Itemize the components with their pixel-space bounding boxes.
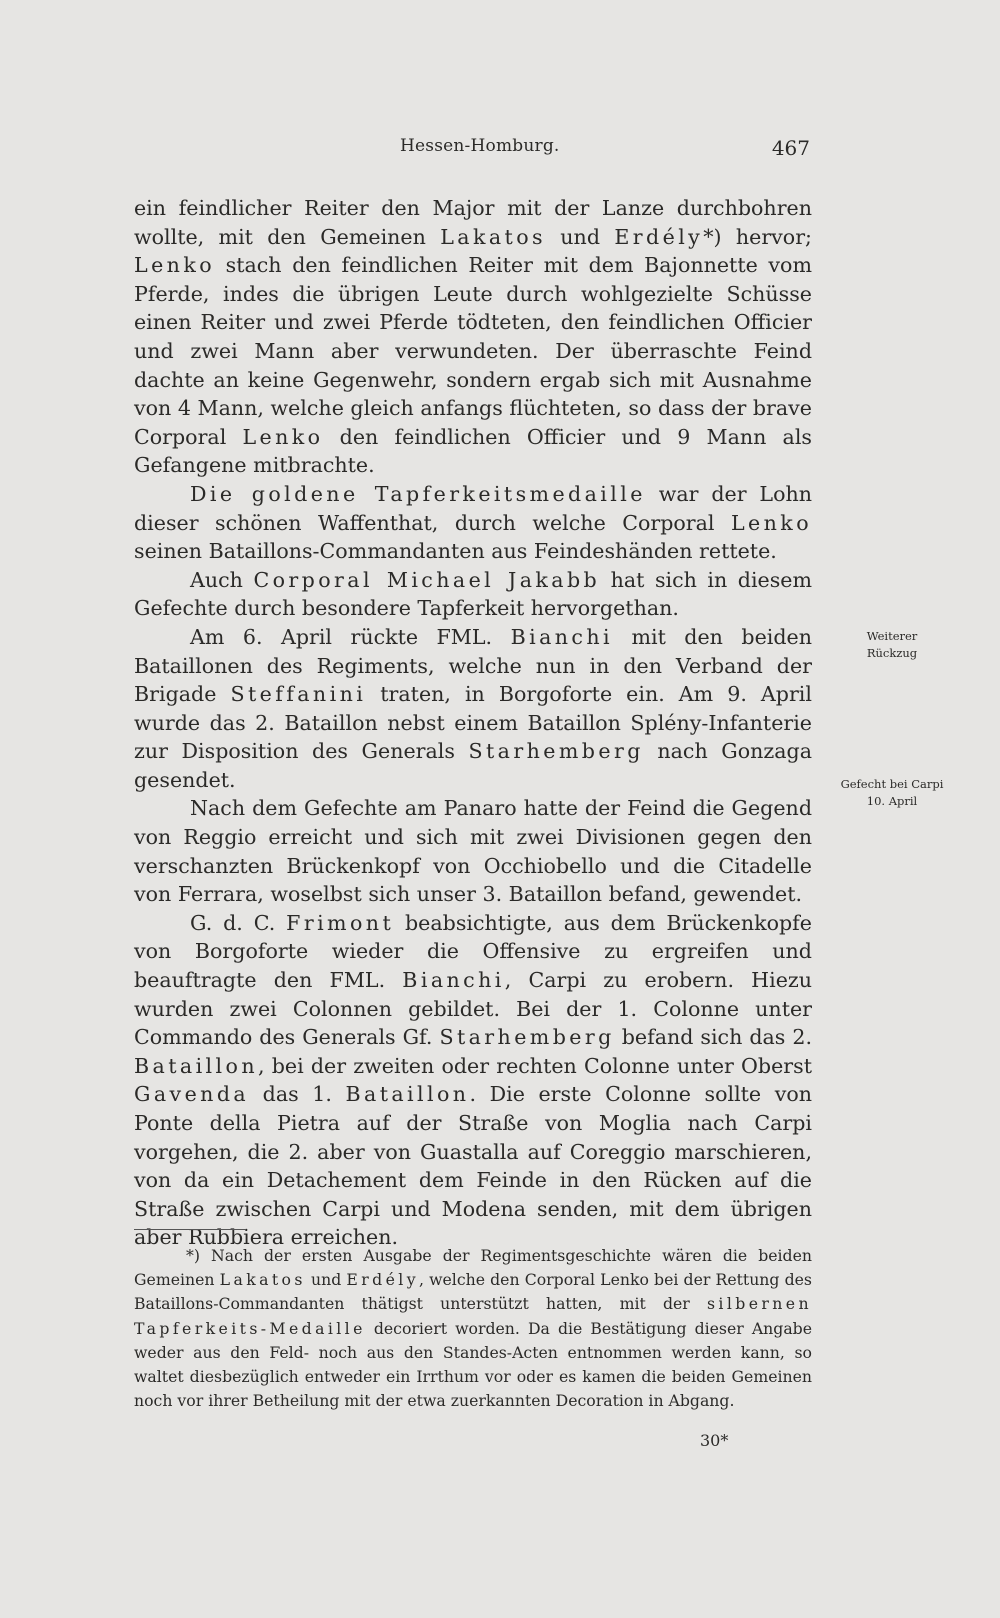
spaced-name: Gavenda (134, 1082, 250, 1107)
spaced-name: Die goldene Tapferkeitsmedaille (190, 481, 646, 506)
footnote-divider (134, 1229, 246, 1230)
margin-note-weiterer-rueckzug (838, 628, 946, 662)
spaced-name: Lakatos (440, 224, 546, 249)
spaced-name: Lenko (242, 424, 324, 449)
spaced-name: Bataillon (345, 1082, 470, 1107)
spaced-name: Bianchi (510, 624, 614, 649)
spaced-name: Bianchi (402, 968, 505, 993)
page-header (134, 136, 810, 160)
paragraph: ein feindlicher Reiter den Major mit der Lanze durchbohren wollte, mit den Gemeinen Lakatos und Erdély*) hervor; Lenko stach den feindlichen Reiter mit dem Bajonnette vom Pferde, indes die übrigen Leute durch wohlgezielte Schüsse einen Reiter und zwei Pferde tödteten, den feindlichen Officier und zwei Mann aber verwundeten. Der überraschte Feind dachte an keine Gegenwehr, sondern ergab sich mit Ausnahme von 4 Mann, welche gleich anfangs flüchteten, so dass der brave Corporal Lenko den feindlichen Officier und 9 Mann als Gefangene mitbrachte. (134, 196, 812, 478)
footnote (134, 1244, 812, 1413)
spaced-name: silbernen Tapferkeits-Medaille (134, 1294, 812, 1338)
spaced-name: Bataillon (134, 1053, 258, 1078)
margin-note-line: Rückzug (866, 646, 918, 660)
spaced-name: Steffanini (230, 682, 367, 707)
footnote-text: *) Nach der ersten Ausgabe der Regimentsgeschichte wären die beiden Gemeinen Lakatos und Erdély, welche den Corporal Lenko bei der Rettung des Bataillons-Commandanten thätigst unterstützt hatten, mit der silbernen Tapferkeits-Medaille decoriert worden. Da die Bestätigung dieser Angabe weder aus den Feld- noch aus den Standes-Acten entnommen werden kann, so waltet diesbezüglich entweder ein Irrthum vor oder es kamen die beiden Gemeinen noch vor ihrer Betheilung mit der etwa zuerkannten Decoration in Abgang. (134, 1246, 812, 1411)
running-title: Hessen-Homburg. (400, 136, 560, 156)
page-number: 467 (771, 136, 810, 160)
spaced-name: Starhemberg (468, 739, 644, 764)
margin-note-line: Gefecht bei Carpi (840, 777, 944, 791)
paragraph: Die goldene Tapferkeitsmedaille war der Lohn dieser schönen Waffenthat, durch welche Corporal Lenko seinen Bataillons-Commandanten aus Feindeshänden rettete. (134, 481, 812, 564)
paragraph: Auch Corporal Michael Jakabb hat sich in diesem Gefechte durch besondere Tapferkeit hervorgethan. (134, 567, 812, 621)
spaced-name: Lenko (134, 253, 216, 278)
margin-note-gefecht-carpi (838, 776, 946, 810)
spaced-name: Corporal Michael Jakabb (253, 567, 601, 592)
margin-note-line: Weiterer (866, 629, 918, 643)
paragraph: Nach dem Gefechte am Panaro hatte der Feind die Gegend von Reggio erreicht und sich mit zwei Divisionen gegen den verschanzten Brückenkopf von Occhiobello und die Citadelle von Ferrara, woselbst sich unser 3. Bataillon befand, gewendet. (134, 796, 812, 907)
spaced-name: Frimont (286, 910, 395, 935)
spaced-name: Lakatos (219, 1270, 306, 1290)
margin-note-line: 10. April (866, 794, 918, 808)
spaced-name: Starhemberg (439, 1025, 615, 1050)
spaced-name: Erdély (346, 1270, 419, 1290)
signature-mark: 30* (700, 1431, 729, 1450)
paragraph: Am 6. April rückte FML. Bianchi mit den beiden Bataillonen des Regiments, welche nun in den Verband der Brigade Steffanini traten, in Borgoforte ein. Am 9. April wurde das 2. Bataillon nebst einem Bataillon Splény-Infanterie zur Disposition des Generals Starhemberg nach Gonzaga gesendet. (134, 624, 812, 792)
spaced-name: Lenko (730, 510, 812, 535)
paragraph: G. d. C. Frimont beabsichtigte, aus dem Brückenkopfe von Borgoforte wieder die Offensive zu ergreifen und beauftragte den FML. Bianchi, Carpi zu erobern. Hiezu wurden zwei Colonnen gebildet. Bei der 1. Colonne unter Commando des Generals Gf. Starhemberg befand sich das 2. Bataillon, bei der zweiten oder rechten Colonne unter Oberst Gavenda das 1. Bataillon. Die erste Colonne sollte von Ponte della Pietra auf der Straße von Moglia nach Carpi vorgehen, die 2. aber von Guastalla auf Coreggio marschieren, von da ein Detachement dem Feinde in den Rücken auf die Straße zwischen Carpi und Modena senden, mit dem übrigen aber Rubbiera erreichen. (134, 910, 812, 1250)
spaced-name: Erdély (614, 224, 704, 249)
main-text (134, 194, 812, 1252)
